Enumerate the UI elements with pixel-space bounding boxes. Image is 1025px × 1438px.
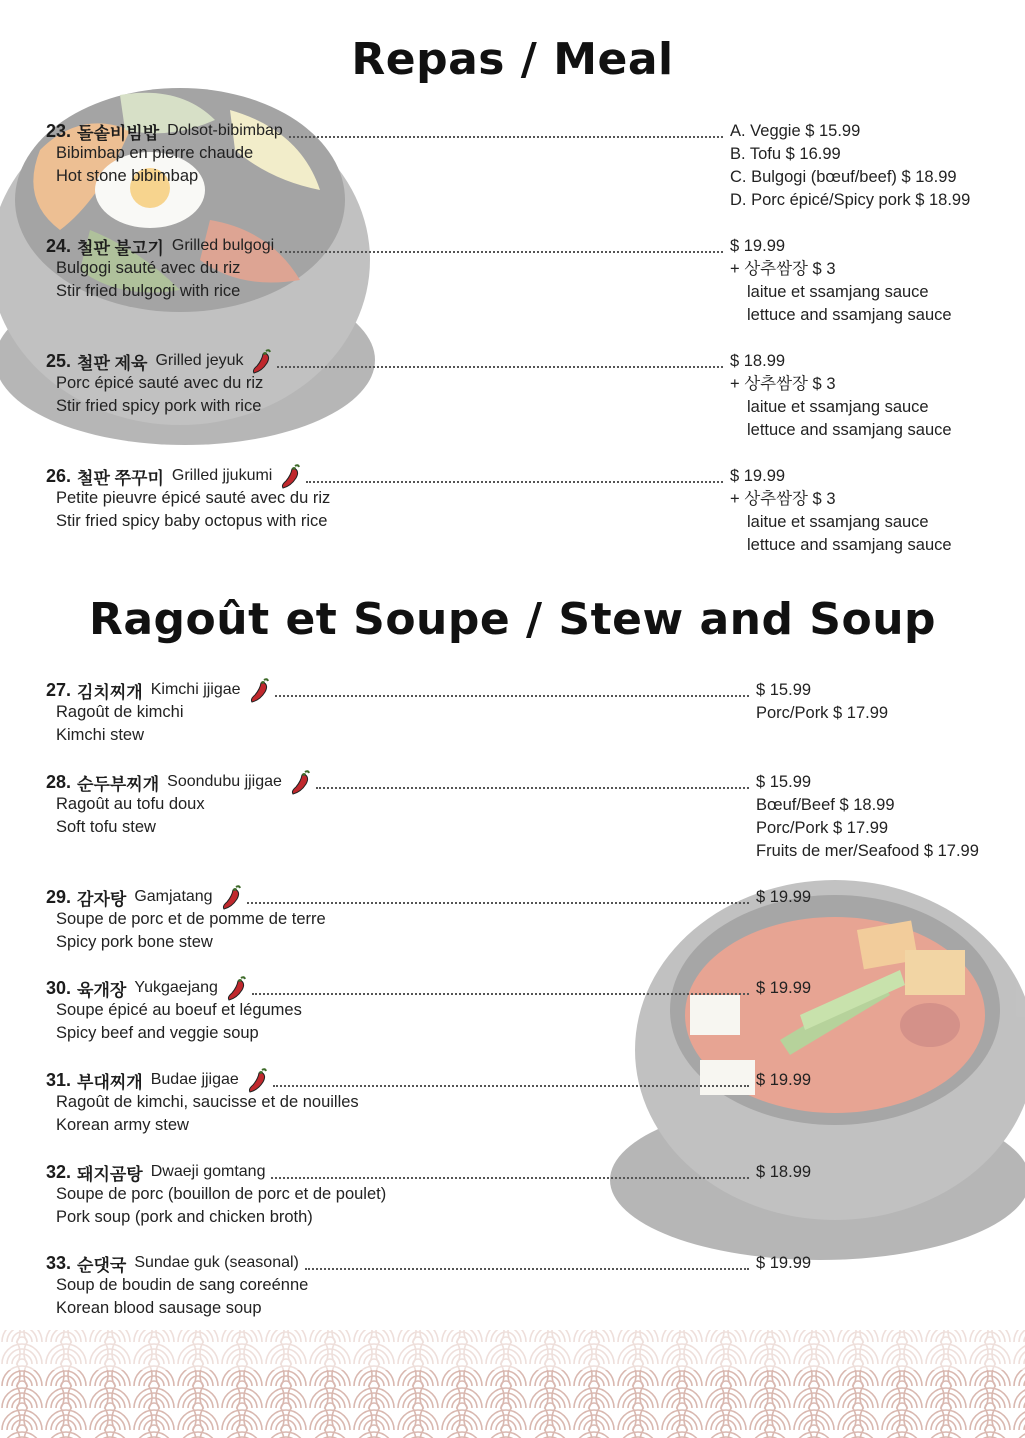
chili-pepper-icon [247,1067,267,1093]
price-line: laitue et ssamjang sauce [747,513,929,531]
item-description-fr: Bulgogi sauté avec du riz [56,259,241,277]
price-line: laitue et ssamjang sauce [747,283,929,301]
price-line: + 상추쌈장 $ 3 [730,260,836,278]
item-korean-name: 돌솥비빔밥 [77,123,160,143]
item-prices [756,1252,811,1275]
price-line: D. Porc épicé/Spicy pork $ 18.99 [730,191,971,209]
item-number: 27. [46,679,72,700]
dotted-leader [271,1177,749,1179]
price-line: $ 15.99 [756,681,812,699]
dotted-leader [305,1268,749,1270]
item-number: 30. [46,977,72,998]
menu-item-heading [46,1161,753,1183]
menu-item-heading [46,771,753,793]
menu-item [46,1161,753,1229]
item-description-fr: Soupe épicé au boeuf et légumes [56,1001,302,1019]
menu-item [46,465,727,533]
item-description-en: Spicy beef and veggie soup [56,1024,259,1042]
menu-item [46,350,727,418]
menu-item-heading [46,977,753,999]
price-line: $ 19.99 [730,237,786,255]
item-english-name: Yukgaejang [134,979,218,996]
item-prices [756,771,979,863]
item-description-en: Stir fried spicy baby octopus with rice [56,512,328,530]
item-english-name: Dwaeji gomtang [150,1163,266,1180]
item-description-fr: Ragoût au tofu doux [56,795,205,813]
menu-item [46,120,727,188]
menu-item [46,886,753,954]
item-description-fr: Petite pieuvre épicé sauté avec du riz [56,489,331,507]
price-line: $ 18.99 [730,352,786,370]
item-description-en: Korean army stew [56,1116,189,1134]
item-number: 32. [46,1161,72,1182]
item-description-fr: Soupe de porc et de pomme de terre [56,910,326,928]
dotted-leader [273,1085,749,1087]
item-description-en: Hot stone bibimbap [56,167,199,185]
price-line: B. Tofu $ 16.99 [730,145,841,163]
price-line: Fruits de mer/Seafood $ 17.99 [756,842,979,860]
menu-item-heading [46,120,727,142]
item-prices [730,120,970,212]
menu-item-heading [46,679,753,701]
item-prices [756,679,888,725]
item-description-fr: Porc épicé sauté avec du riz [56,374,264,392]
section-title-meal: Repas / Meal [351,34,674,85]
chili-pepper-icon [251,348,271,374]
price-line: + 상추쌈장 $ 3 [730,375,836,393]
price-line: $ 19.99 [756,979,812,997]
dotted-leader [280,251,723,253]
item-korean-name: 김치찌개 [77,682,143,702]
item-description-fr: Soupe de porc (bouillon de porc et de poulet) [56,1185,387,1203]
menu-item-heading [46,235,727,257]
price-line: Porc/Pork $ 17.99 [756,819,889,837]
item-korean-name: 돼지곰탕 [77,1164,143,1184]
item-description-en: Spicy pork bone stew [56,933,213,951]
price-line: $ 15.99 [756,773,812,791]
item-description-en: Kimchi stew [56,726,145,744]
menu-item-heading [46,465,727,487]
price-line: C. Bulgogi (bœuf/beef) $ 18.99 [730,168,957,186]
item-prices [730,350,952,442]
price-line: laitue et ssamjang sauce [747,398,929,416]
item-prices [756,1069,811,1092]
dotted-leader [252,993,749,995]
menu-item [46,679,753,747]
item-korean-name: 철판 불고기 [77,238,164,258]
item-description-en: Stir fried bulgogi with rice [56,282,241,300]
menu-item-heading [46,1252,753,1274]
item-description-en: Stir fried spicy pork with rice [56,397,262,415]
dotted-leader [316,787,749,789]
price-line: $ 19.99 [756,888,812,906]
item-prices [730,235,952,327]
price-line: $ 19.99 [730,467,786,485]
price-line: $ 18.99 [756,1163,812,1181]
item-prices [756,1161,811,1184]
chili-pepper-icon [280,463,300,489]
chili-pepper-icon [249,677,269,703]
menu-item [46,977,753,1045]
item-prices [730,465,952,557]
item-number: 24. [46,235,72,256]
item-number: 26. [46,465,72,486]
item-number: 31. [46,1069,72,1090]
price-line: lettuce and ssamjang sauce [747,306,952,324]
menu-item [46,1069,753,1137]
item-english-name: Soondubu jjigae [167,773,282,790]
dotted-leader [277,366,723,368]
item-korean-name: 부대찌개 [77,1072,143,1092]
item-description-en: Korean blood sausage soup [56,1299,262,1317]
price-line: lettuce and ssamjang sauce [747,421,952,439]
item-description-en: Pork soup (pork and chicken broth) [56,1208,313,1226]
item-number: 33. [46,1252,72,1273]
menu-item-heading [46,886,753,908]
menu-item [46,771,753,839]
item-description-en: Soft tofu stew [56,818,156,836]
item-korean-name: 순댓국 [77,1255,127,1275]
price-line: A. Veggie $ 15.99 [730,122,861,140]
item-korean-name: 철판 제육 [77,353,148,373]
item-english-name: Gamjatang [134,888,213,905]
item-english-name: Sundae guk (seasonal) [134,1254,299,1271]
price-line: Bœuf/Beef $ 18.99 [756,796,895,814]
item-description-fr: Ragoût de kimchi [56,703,184,721]
menu-item-heading [46,1069,753,1091]
item-english-name: Dolsot-bibimbap [167,122,283,139]
item-number: 28. [46,771,72,792]
chili-pepper-icon [290,769,310,795]
item-english-name: Grilled jeyuk [155,352,244,369]
item-description-fr: Bibimbap en pierre chaude [56,144,254,162]
item-english-name: Budae jjigae [150,1071,239,1088]
item-korean-name: 육개장 [77,980,127,1000]
chili-pepper-icon [221,884,241,910]
item-number: 29. [46,886,72,907]
item-number: 25. [46,350,72,371]
item-prices [756,977,811,1000]
dotted-leader [275,695,749,697]
item-number: 23. [46,120,72,141]
item-prices [756,886,811,909]
item-korean-name: 철판 쭈꾸미 [77,468,164,488]
price-line: Porc/Pork $ 17.99 [756,704,889,722]
dotted-leader [289,136,723,138]
price-line: $ 19.99 [756,1071,812,1089]
price-line: lettuce and ssamjang sauce [747,536,952,554]
dotted-leader [306,481,723,483]
item-description-fr: Ragoût de kimchi, saucisse et de nouilles [56,1093,359,1111]
item-korean-name: 감자탕 [77,889,127,909]
section-title-stew-soup: Ragoût et Soupe / Stew and Soup [88,594,937,645]
menu-item-heading [46,350,727,372]
price-line: + 상추쌈장 $ 3 [730,490,836,508]
item-description-fr: Soup de boudin de sang coreénne [56,1276,309,1294]
dotted-leader [247,902,749,904]
item-korean-name: 순두부찌개 [77,774,160,794]
chili-pepper-icon [226,975,246,1001]
menu-item [46,1252,753,1320]
item-english-name: Kimchi jjigae [150,681,241,698]
menu-item [46,235,727,303]
item-english-name: Grilled jjukumi [171,467,273,484]
price-line: $ 19.99 [756,1254,812,1272]
item-english-name: Grilled bulgogi [171,237,275,254]
